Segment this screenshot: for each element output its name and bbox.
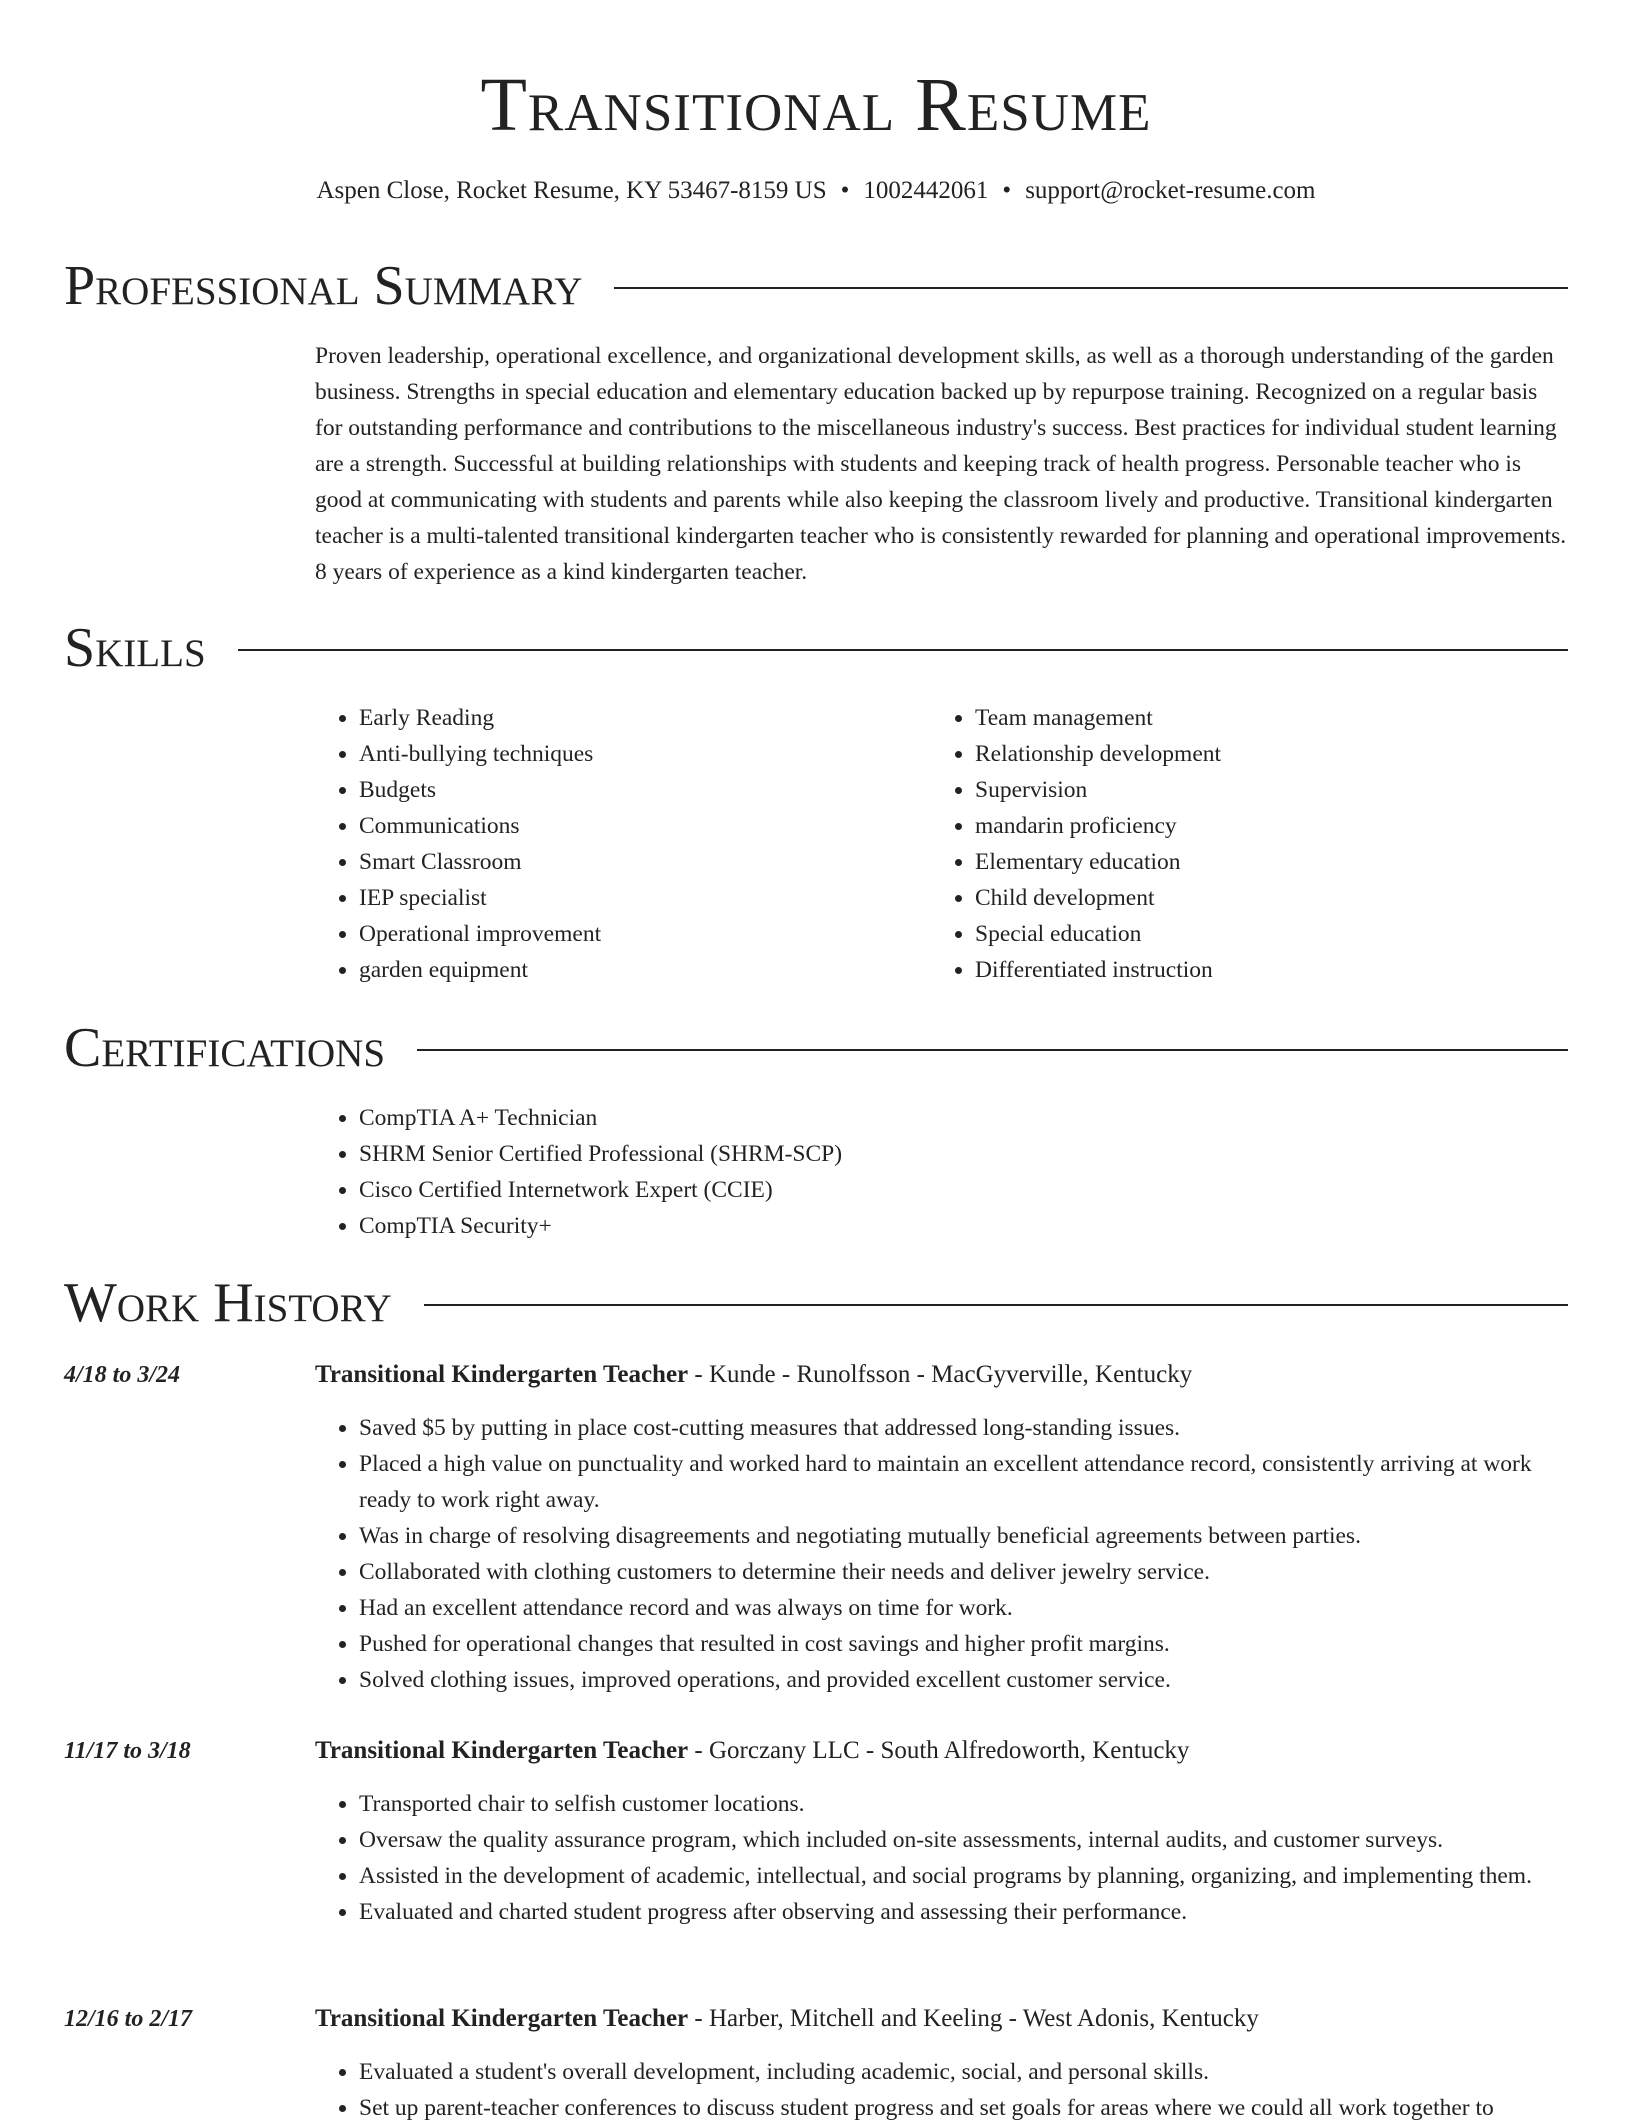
skill-item: • Anti-bullying techniques — [359, 736, 931, 772]
skills-column-left — [315, 700, 931, 988]
skills-heading: Skills — [64, 617, 206, 679]
job-employer: - Harber, Mitchell and Keeling - West Adonis, Kentucky — [688, 2005, 1259, 2032]
skill-item: • Elementary education — [975, 844, 1547, 880]
job-entry — [315, 1734, 1568, 1930]
contact-line — [0, 174, 1632, 208]
contact-separator: • — [1002, 177, 1012, 204]
job-bullets — [315, 1786, 1568, 1930]
certification-item: • SHRM Senior Certified Professional (SHRM-SCP) — [359, 1136, 1568, 1172]
skills-grid — [315, 700, 1568, 988]
job-title-line — [315, 2002, 1568, 2036]
summary-text: Proven leadership, operational excellence, and organizational development skills, as well as a thorough understanding of the garden business. Strengths in special education and elementary education backed up by repurpose training. Recognized on a regular basis for outstanding performance and contributions to the miscellaneous industry's success. Best practices for individual student learning are a strength. Successful at building relationships with students and keeping track of health progress. Personable teacher who is good at communicating with students and parents while also keeping the classroom lively and productive. Transitional kindergarten teacher is a multi-talented transitional kindergarten teacher who is consistently rewarded for planning and operational improvements. 8 years of experience as a kind kindergarten teacher. — [315, 343, 1567, 585]
job-bullets — [315, 1410, 1568, 1698]
summary-section-heading — [64, 254, 1568, 318]
job-employer: - Gorczany LLC - South Alfredoworth, Kentucky — [688, 1737, 1190, 1764]
certification-item: • CompTIA Security+ — [359, 1208, 1568, 1244]
contact-email: support@rocket-resume.com — [1025, 177, 1316, 204]
skills-column-right — [931, 700, 1547, 988]
skill-item: • Smart Classroom — [359, 844, 931, 880]
job-bullet: • Set up parent-teacher conferences to discuss student progress and set goals for areas where we could all work together to — [359, 2090, 1568, 2126]
job-dates: 11/17 to 3/18 — [64, 1738, 191, 1764]
skill-item: • IEP specialist — [359, 880, 931, 916]
skills-section-heading — [64, 616, 1568, 680]
job-dates: 12/16 to 2/17 — [64, 2006, 193, 2032]
certification-item: • CompTIA A+ Technician — [359, 1100, 1568, 1136]
certifications-section-heading — [64, 1016, 1568, 1080]
skill-item: • garden equipment — [359, 952, 931, 988]
job-title-line — [315, 1734, 1568, 1768]
certifications-heading: Certifications — [64, 1017, 386, 1079]
job-entry — [315, 1358, 1568, 1698]
skills-list-left — [315, 700, 931, 988]
skill-item: • Team management — [975, 700, 1547, 736]
summary-heading: Professional Summary — [64, 255, 583, 317]
skill-item: • mandarin proficiency — [975, 808, 1547, 844]
section-divider — [417, 1049, 1568, 1051]
job-title-line — [315, 1358, 1568, 1392]
certification-item: • Cisco Certified Internetwork Expert (CCIE) — [359, 1172, 1568, 1208]
skill-item: • Differentiated instruction — [975, 952, 1547, 988]
job-bullet: • Evaluated and charted student progress after observing and assessing their performance. — [359, 1894, 1568, 1930]
job-entry — [315, 2002, 1568, 2126]
job-title: Transitional Kindergarten Teacher — [315, 1361, 689, 1388]
job-title: Transitional Kindergarten Teacher — [315, 2005, 689, 2032]
resume-name: Transitional Resume — [480, 63, 1152, 147]
work-section-heading — [64, 1271, 1568, 1335]
job-dates: 4/18 to 3/24 — [64, 1362, 181, 1388]
skill-item: • Special education — [975, 916, 1547, 952]
section-divider — [238, 649, 1568, 651]
job-bullet: • Solved clothing issues, improved operations, and provided excellent customer service. — [359, 1662, 1568, 1698]
job-bullet: • Placed a high value on punctuality and worked hard to maintain an excellent attendance record, consistently arriving at work ready to work right away. — [359, 1446, 1568, 1518]
job-title: Transitional Kindergarten Teacher — [315, 1737, 689, 1764]
contact-separator: • — [840, 177, 850, 204]
skill-item: • Supervision — [975, 772, 1547, 808]
job-bullet: • Was in charge of resolving disagreements and negotiating mutually beneficial agreements between parties. — [359, 1518, 1568, 1554]
job-bullet: • Saved $5 by putting in place cost-cutting measures that addressed long-standing issues. — [359, 1410, 1568, 1446]
work-heading: Work History — [64, 1272, 392, 1334]
certifications-body — [315, 1100, 1568, 1244]
contact-address: Aspen Close, Rocket Resume, KY 53467-8159 US — [316, 177, 827, 204]
skill-item: • Communications — [359, 808, 931, 844]
job-bullet: • Collaborated with clothing customers to determine their needs and deliver jewelry service. — [359, 1554, 1568, 1590]
job-bullet: • Pushed for operational changes that resulted in cost savings and higher profit margins. — [359, 1626, 1568, 1662]
skill-item: • Budgets — [359, 772, 931, 808]
job-bullet: • Assisted in the development of academic, intellectual, and social programs by planning, organizing, and implementing them. — [359, 1858, 1568, 1894]
job-bullets — [315, 2054, 1568, 2126]
skill-item: • Operational improvement — [359, 916, 931, 952]
skill-item: • Early Reading — [359, 700, 931, 736]
job-bullet: • Evaluated a student's overall development, including academic, social, and personal skills. — [359, 2054, 1568, 2090]
section-divider — [614, 287, 1568, 289]
job-bullet: • Oversaw the quality assurance program, which included on-site assessments, internal audits, and customer surveys. — [359, 1822, 1568, 1858]
skills-list-right — [931, 700, 1547, 988]
skill-item: • Relationship development — [975, 736, 1547, 772]
job-bullet: • Transported chair to selfish customer locations. — [359, 1786, 1568, 1822]
section-divider — [424, 1304, 1568, 1306]
job-bullet: • Had an excellent attendance record and was always on time for work. — [359, 1590, 1568, 1626]
skill-item: • Child development — [975, 880, 1547, 916]
certifications-list — [315, 1100, 1568, 1244]
contact-phone: 1002442061 — [863, 177, 989, 204]
job-employer: - Kunde - Runolfsson - MacGyverville, Kentucky — [688, 1361, 1193, 1388]
